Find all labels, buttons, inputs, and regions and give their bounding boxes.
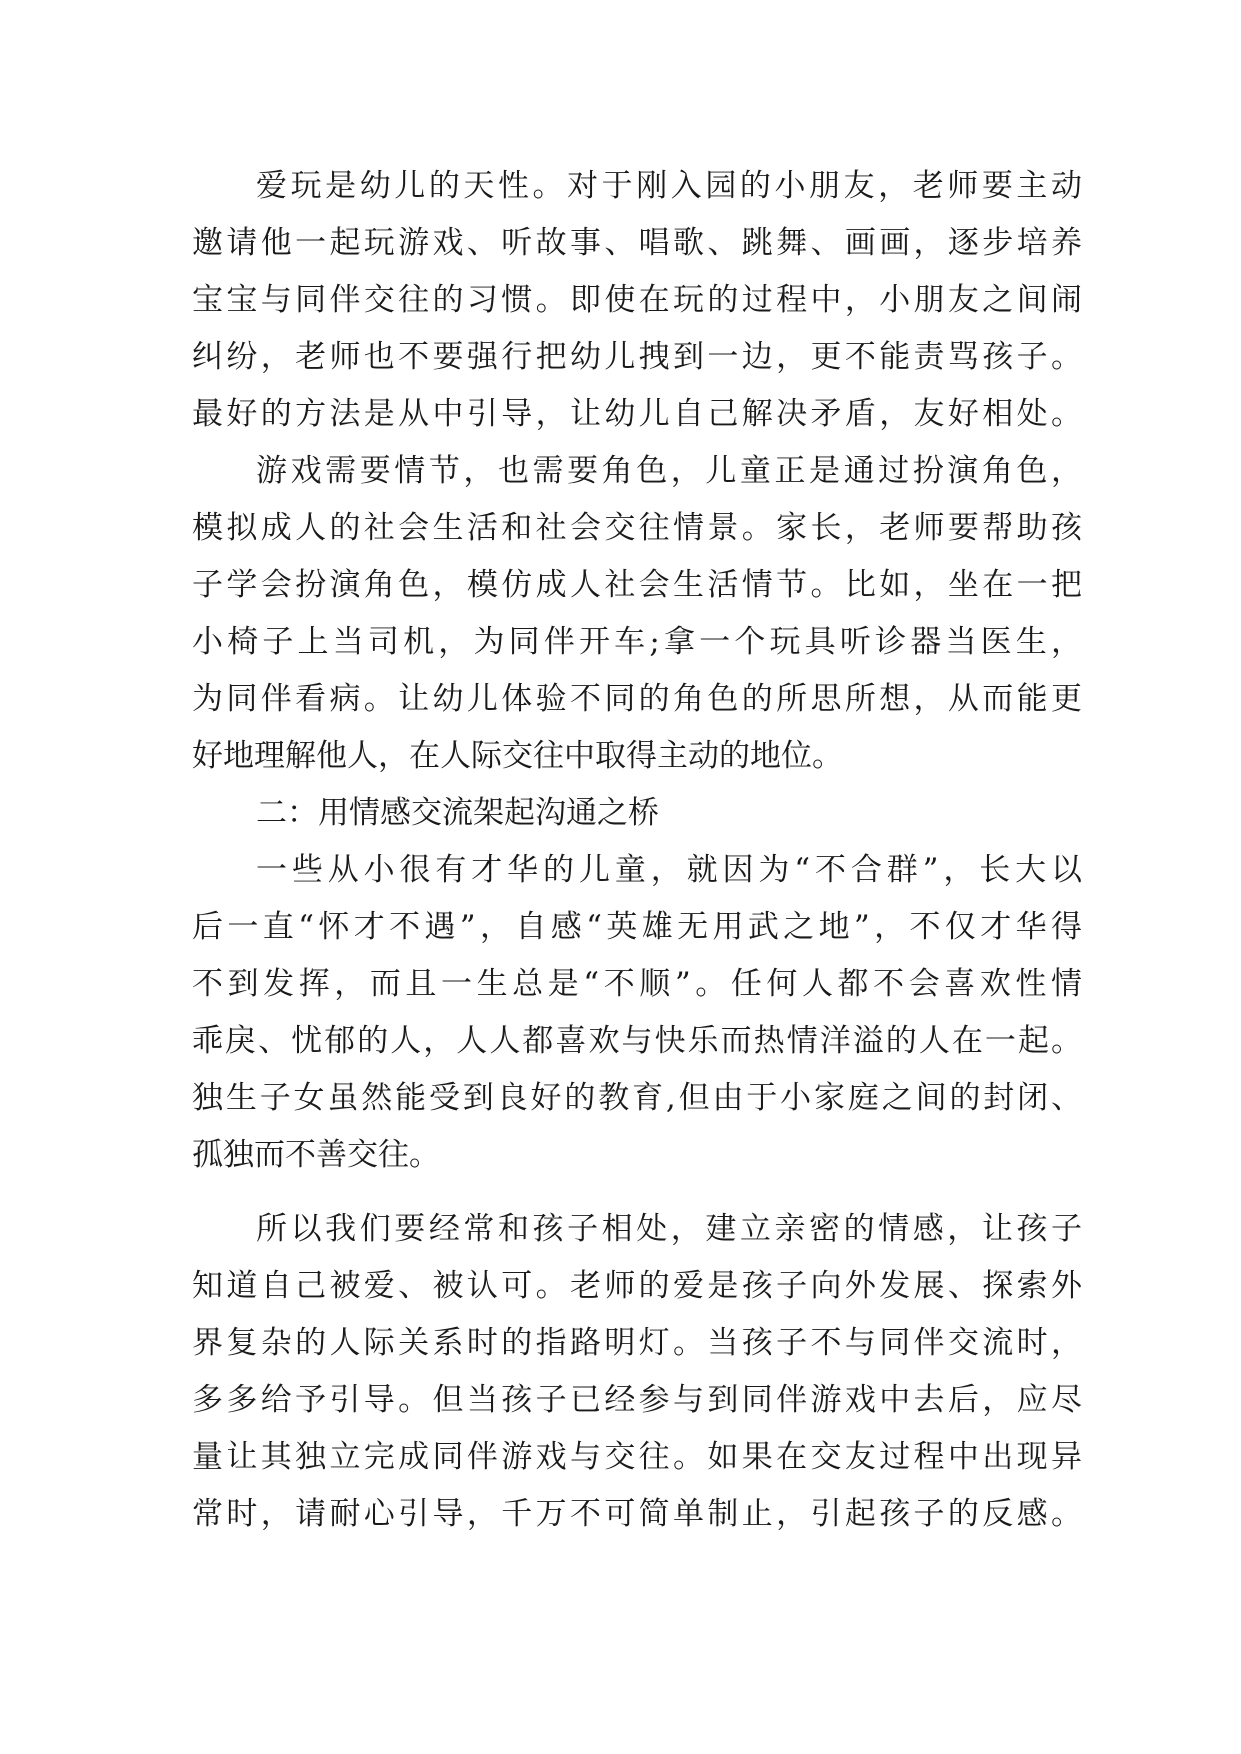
paragraph-4-line-5: 量让其独立完成同伴游戏与交往。如果在交友过程中出现异 <box>192 1439 1082 1475</box>
paragraph-1-line-2: 邀请他一起玩游戏、听故事、唱歌、跳舞、画画，逐步培养 <box>192 225 1082 261</box>
paragraph-3-line-5: 独生子女虽然能受到良好的教育,但由于小家庭之间的封闭、 <box>192 1080 1082 1116</box>
paragraph-3-line-2: 后一直“怀才不遇”，自感“英雄无用武之地”，不仅才华得 <box>192 909 1082 945</box>
paragraph-1-line-1: 爱玩是幼儿的天性。对于刚入园的小朋友，老师要主动 <box>256 168 1082 204</box>
paragraph-2-line-1: 游戏需要情节，也需要角色，儿童正是通过扮演角色， <box>256 453 1082 489</box>
paragraph-1-line-3: 宝宝与同伴交往的习惯。即使在玩的过程中，小朋友之间闹 <box>192 282 1082 318</box>
paragraph-2-line-3: 子学会扮演角色，模仿成人社会生活情节。比如，坐在一把 <box>192 567 1082 603</box>
paragraph-2-line-6: 好地理解他人，在人际交往中取得主动的地位。 <box>192 738 843 774</box>
paragraph-4-line-2: 知道自己被爱、被认可。老师的爱是孩子向外发展、探索外 <box>192 1268 1082 1304</box>
section-heading: 二：用情感交流架起沟通之桥 <box>256 795 659 831</box>
paragraph-3-line-3: 不到发挥，而且一生总是“不顺”。任何人都不会喜欢性情 <box>192 966 1082 1002</box>
paragraph-4-line-6: 常时，请耐心引导，千万不可简单制止，引起孩子的反感。 <box>192 1496 1082 1532</box>
paragraph-1-line-4: 纠纷，老师也不要强行把幼儿拽到一边，更不能责骂孩子。 <box>192 339 1082 375</box>
paragraph-2-line-4: 小椅子上当司机，为同伴开车;拿一个玩具听诊器当医生， <box>192 624 1082 660</box>
paragraph-4-line-1: 所以我们要经常和孩子相处，建立亲密的情感，让孩子 <box>256 1211 1082 1247</box>
paragraph-2-line-2: 模拟成人的社会生活和社会交往情景。家长，老师要帮助孩 <box>192 510 1082 546</box>
paragraph-3-line-4: 乖戾、忧郁的人，人人都喜欢与快乐而热情洋溢的人在一起。 <box>192 1023 1082 1059</box>
paragraph-2-line-5: 为同伴看病。让幼儿体验不同的角色的所思所想，从而能更 <box>192 681 1082 717</box>
paragraph-1-line-5: 最好的方法是从中引导，让幼儿自己解决矛盾，友好相处。 <box>192 396 1082 432</box>
paragraph-3-line-6: 孤独而不善交往。 <box>192 1137 440 1173</box>
paragraph-4-line-4: 多多给予引导。但当孩子已经参与到同伴游戏中去后，应尽 <box>192 1382 1082 1418</box>
paragraph-4-line-3: 界复杂的人际关系时的指路明灯。当孩子不与同伴交流时， <box>192 1325 1082 1361</box>
paragraph-3-line-1: 一些从小很有才华的儿童，就因为“不合群”，长大以 <box>256 852 1082 888</box>
